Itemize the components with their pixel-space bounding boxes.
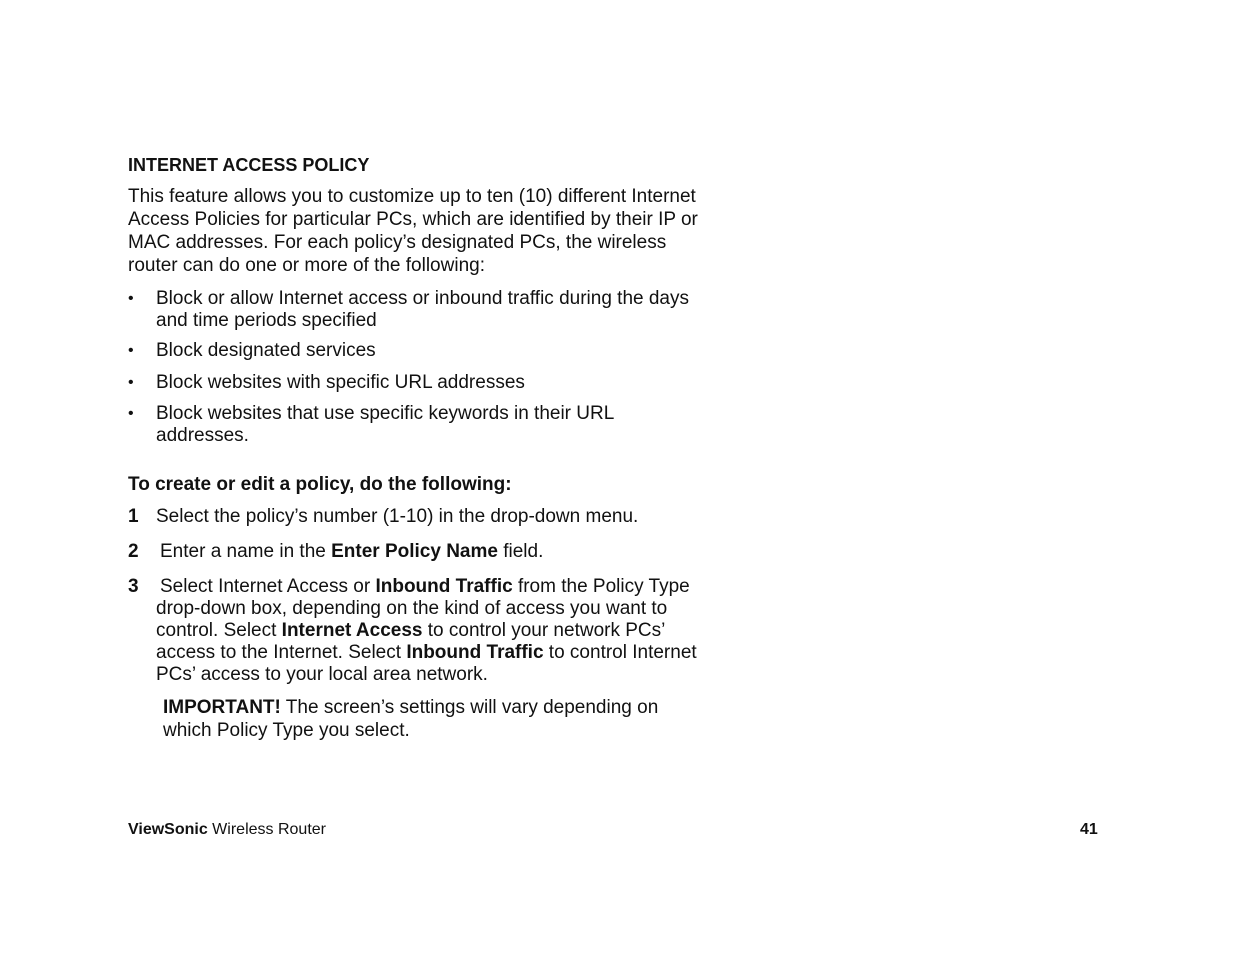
option-emphasis: Internet Access [281,620,423,641]
step-number: 2 [128,541,139,562]
option-emphasis: Inbound Traffic [406,642,544,663]
brand-name: ViewSonic [128,821,208,838]
page-number: 41 [1080,821,1098,838]
step-text-part: from the Policy Type drop-down box, depending on the kind of access you want to control. Select [156,576,690,641]
important-text: The screen’s settings will vary depending on which Policy Type you select. [163,697,659,741]
procedure-title: To create or edit a policy, do the following: [128,474,512,495]
step-text [160,541,708,563]
bullet-icon: • [128,374,134,391]
bullet-text: Block websites with specific URL addresses [156,372,525,393]
important-note [163,696,693,742]
step-text: Select the policy’s number (1-10) in the drop-down menu. [156,506,639,527]
step-text-part: to control Internet PCs’ access to your local area network. [156,642,697,685]
bullet-icon: • [128,405,134,422]
intro-paragraph: This feature allows you to customize up to ten (10) different Internet Access Policies for particular PCs, which are identified by their IP or MAC addresses. For each policy’s designated PCs, the wireless router can do one or more of the following: [128,186,698,276]
section-title: INTERNET ACCESS POLICY [128,155,370,175]
bullet-text: Block designated services [156,340,376,361]
bullet-text: Block or allow Internet access or inbound traffic during the days and time periods specified [156,288,689,331]
option-emphasis: Inbound Traffic [375,576,513,597]
step-text-part: Enter a name in the [160,541,332,562]
important-label: IMPORTANT! [163,697,281,718]
product-name: Wireless Router [207,821,326,838]
bullet-icon: • [128,342,134,359]
step-text [156,576,704,686]
step-text-part: field. [497,541,544,562]
step-number: 3 [128,576,139,597]
bullet-text: Block websites that use specific keywords in their URL addresses. [156,403,614,446]
step-text-part: Select Internet Access or [160,576,376,597]
step-number: 1 [128,506,139,527]
step-text-part: to control your network PCs’ access to the Internet. Select [156,620,665,663]
footer-product [128,820,326,840]
bullet-icon: • [128,290,134,307]
field-name-emphasis: Enter Policy Name [331,541,498,562]
